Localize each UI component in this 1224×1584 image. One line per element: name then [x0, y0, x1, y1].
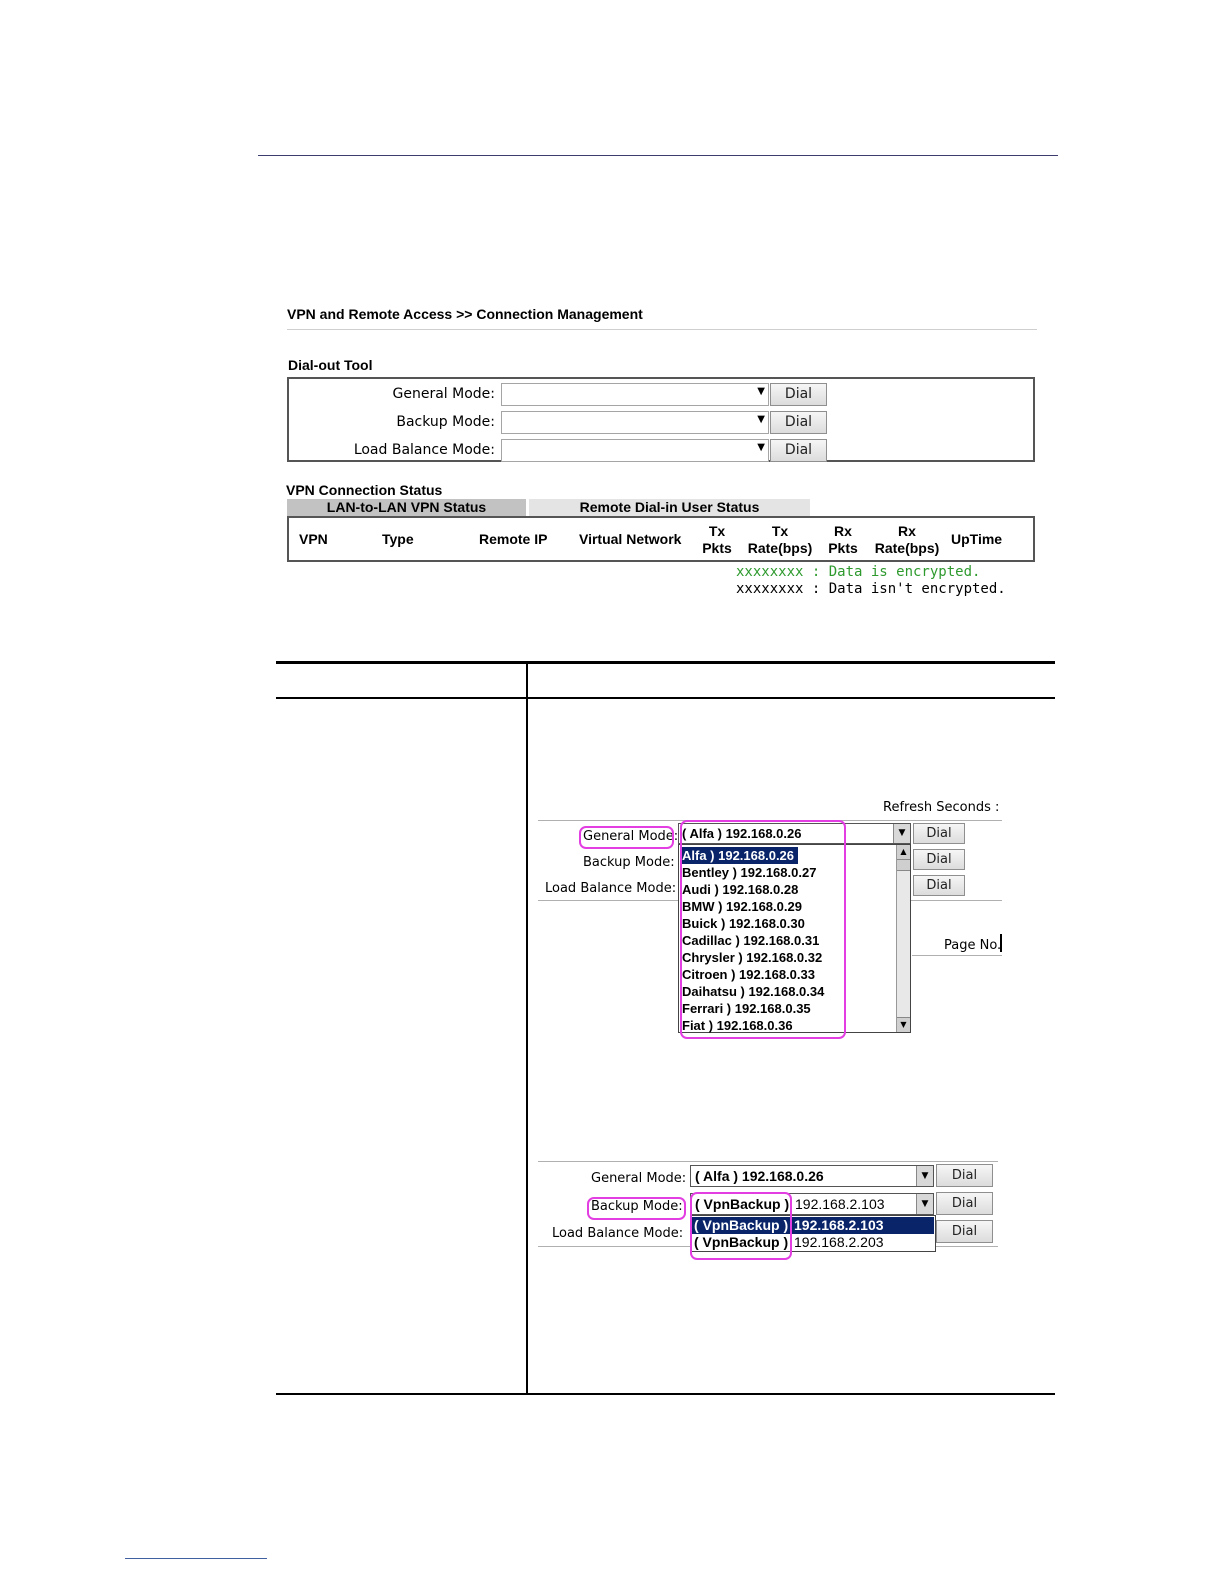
tab-remote-dial-in-user-status[interactable]: Remote Dial-in User Status [529, 499, 810, 516]
page-no-label: Page No. [944, 938, 1002, 953]
column-header-type: Type [382, 531, 414, 547]
refresh-seconds-label: Refresh Seconds : [883, 800, 1000, 815]
general-mode-label: General Mode: [392, 386, 495, 402]
dropdown-arrow-icon: ▼ [757, 442, 765, 453]
shot1-general-mode-label: General Mode: [583, 829, 679, 844]
dropdown-option[interactable]: Ferrari ) 192.168.0.35 [682, 1001, 811, 1016]
backup-mode-dial-button[interactable]: Dial [770, 411, 827, 434]
dialout-tool-title: Dial-out Tool [288, 357, 373, 373]
dropdown-option[interactable]: BMW ) 192.168.0.29 [682, 899, 802, 914]
shot2-load-balance-dial-button[interactable]: Dial [936, 1220, 993, 1243]
shot2-backup-mode-select[interactable]: ( VpnBackup ) 192.168.2.103 ▼ [690, 1193, 934, 1215]
dropdown-arrow-icon: ▼ [757, 414, 765, 425]
dropdown-option[interactable]: Chrysler ) 192.168.0.32 [682, 950, 823, 965]
scroll-up-icon[interactable]: ▲ [897, 845, 910, 860]
page-header-rule [258, 155, 1058, 156]
dropdown-arrow-icon: ▼ [757, 386, 765, 397]
shot1-backup-mode-label: Backup Mode: [583, 855, 675, 870]
column-header-uptime: UpTime [951, 531, 1003, 547]
general-mode-select[interactable] [501, 383, 769, 406]
column-header-virtual-network: Virtual Network [579, 531, 682, 547]
shot1-load-balance-mode-label: Load Balance Mode: [545, 881, 677, 896]
shot1-backup-dial-button[interactable]: Dial [913, 849, 965, 870]
doc-table-header-border [276, 697, 1055, 699]
load-balance-mode-select[interactable] [501, 439, 769, 462]
general-mode-row [289, 382, 1033, 406]
load-balance-mode-label: Load Balance Mode: [353, 442, 495, 458]
doc-table-top-border [276, 661, 1055, 664]
legend-not-encrypted: xxxxxxxx : Data isn't encrypted. [736, 581, 1006, 597]
shot2-load-balance-mode-label: Load Balance Mode: [552, 1226, 684, 1241]
column-header-tx-pkts: Tx Pkts [702, 523, 732, 556]
shot2-general-mode-label: General Mode: [591, 1171, 687, 1186]
shot1-general-mode-select[interactable]: ( Alfa ) 192.168.0.26 ▼ [678, 823, 911, 844]
tab-lan-to-lan-vpn-status[interactable]: LAN-to-LAN VPN Status [287, 499, 526, 516]
general-mode-dial-button[interactable]: Dial [770, 383, 827, 406]
shot2-general-mode-select[interactable]: ( Alfa ) 192.168.0.26 ▼ [690, 1165, 934, 1187]
load-balance-mode-dial-button[interactable]: Dial [770, 439, 827, 462]
dropdown-arrow-icon: ▼ [893, 824, 910, 843]
dialout-tool-panel [287, 377, 1035, 462]
page-title: VPN and Remote Access >> Connection Management [287, 306, 643, 322]
page-no-cursor [1000, 934, 1002, 952]
column-header-rx-rate: Rx Rate(bps) [874, 523, 940, 556]
shot2-backup-mode-label: Backup Mode: [591, 1199, 683, 1214]
dropdown-option[interactable]: Citroen ) 192.168.0.33 [682, 967, 815, 982]
legend-encrypted: xxxxxxxx : Data is encrypted. [736, 564, 981, 580]
dropdown-option[interactable]: Audi ) 192.168.0.28 [682, 882, 799, 897]
shot2-general-dial-button[interactable]: Dial [936, 1164, 993, 1187]
shot2-dropdown-list [690, 1215, 936, 1252]
dropdown-option[interactable]: Bentley ) 192.168.0.27 [682, 865, 817, 880]
dropdown-arrow-icon: ▼ [916, 1194, 933, 1214]
vpn-status-table [287, 516, 1035, 562]
dropdown-arrow-icon: ▼ [916, 1166, 933, 1186]
shot1-general-dial-button[interactable]: Dial [913, 823, 965, 844]
backup-mode-row [289, 410, 1033, 434]
shot1-dropdown-list [678, 844, 911, 1033]
backup-mode-select[interactable] [501, 411, 769, 434]
dropdown-scrollbar[interactable] [896, 845, 910, 1032]
doc-table-column-divider [526, 661, 528, 1395]
dropdown-option[interactable]: ( VpnBackup ) 192.168.2.203 [694, 1234, 884, 1250]
dropdown-option[interactable]: Daihatsu ) 192.168.0.34 [682, 984, 825, 999]
dropdown-option[interactable]: Alfa ) 192.168.0.26 [682, 847, 798, 864]
vpn-connection-status-title: VPN Connection Status [286, 482, 443, 498]
column-header-remote-ip: Remote IP [479, 531, 548, 547]
dropdown-option[interactable]: Buick ) 192.168.0.30 [682, 916, 805, 931]
column-header-rx-pkts: Rx Pkts [828, 523, 858, 556]
load-balance-mode-row [289, 438, 1033, 462]
dropdown-option[interactable]: Fiat ) 192.168.0.36 [682, 1018, 793, 1033]
title-divider [287, 329, 1037, 330]
dropdown-option[interactable]: Cadillac ) 192.168.0.31 [682, 933, 820, 948]
backup-mode-label: Backup Mode: [396, 414, 495, 430]
column-header-tx-rate: Tx Rate(bps) [747, 523, 813, 556]
shot1-bottom-rule [912, 955, 1002, 956]
scroll-down-icon[interactable]: ▼ [897, 1017, 910, 1032]
page-footer-rule [125, 1558, 267, 1559]
dropdown-option-selected[interactable]: ( VpnBackup ) 192.168.2.103 [692, 1217, 934, 1234]
shot2-top-rule [538, 1161, 998, 1162]
column-header-vpn: VPN [299, 531, 328, 547]
doc-table-bottom-border [276, 1393, 1055, 1395]
shot1-top-rule [538, 820, 1002, 821]
scroll-thumb[interactable] [897, 860, 910, 871]
shot1-load-balance-dial-button[interactable]: Dial [913, 875, 965, 896]
shot2-backup-dial-button[interactable]: Dial [936, 1192, 993, 1215]
